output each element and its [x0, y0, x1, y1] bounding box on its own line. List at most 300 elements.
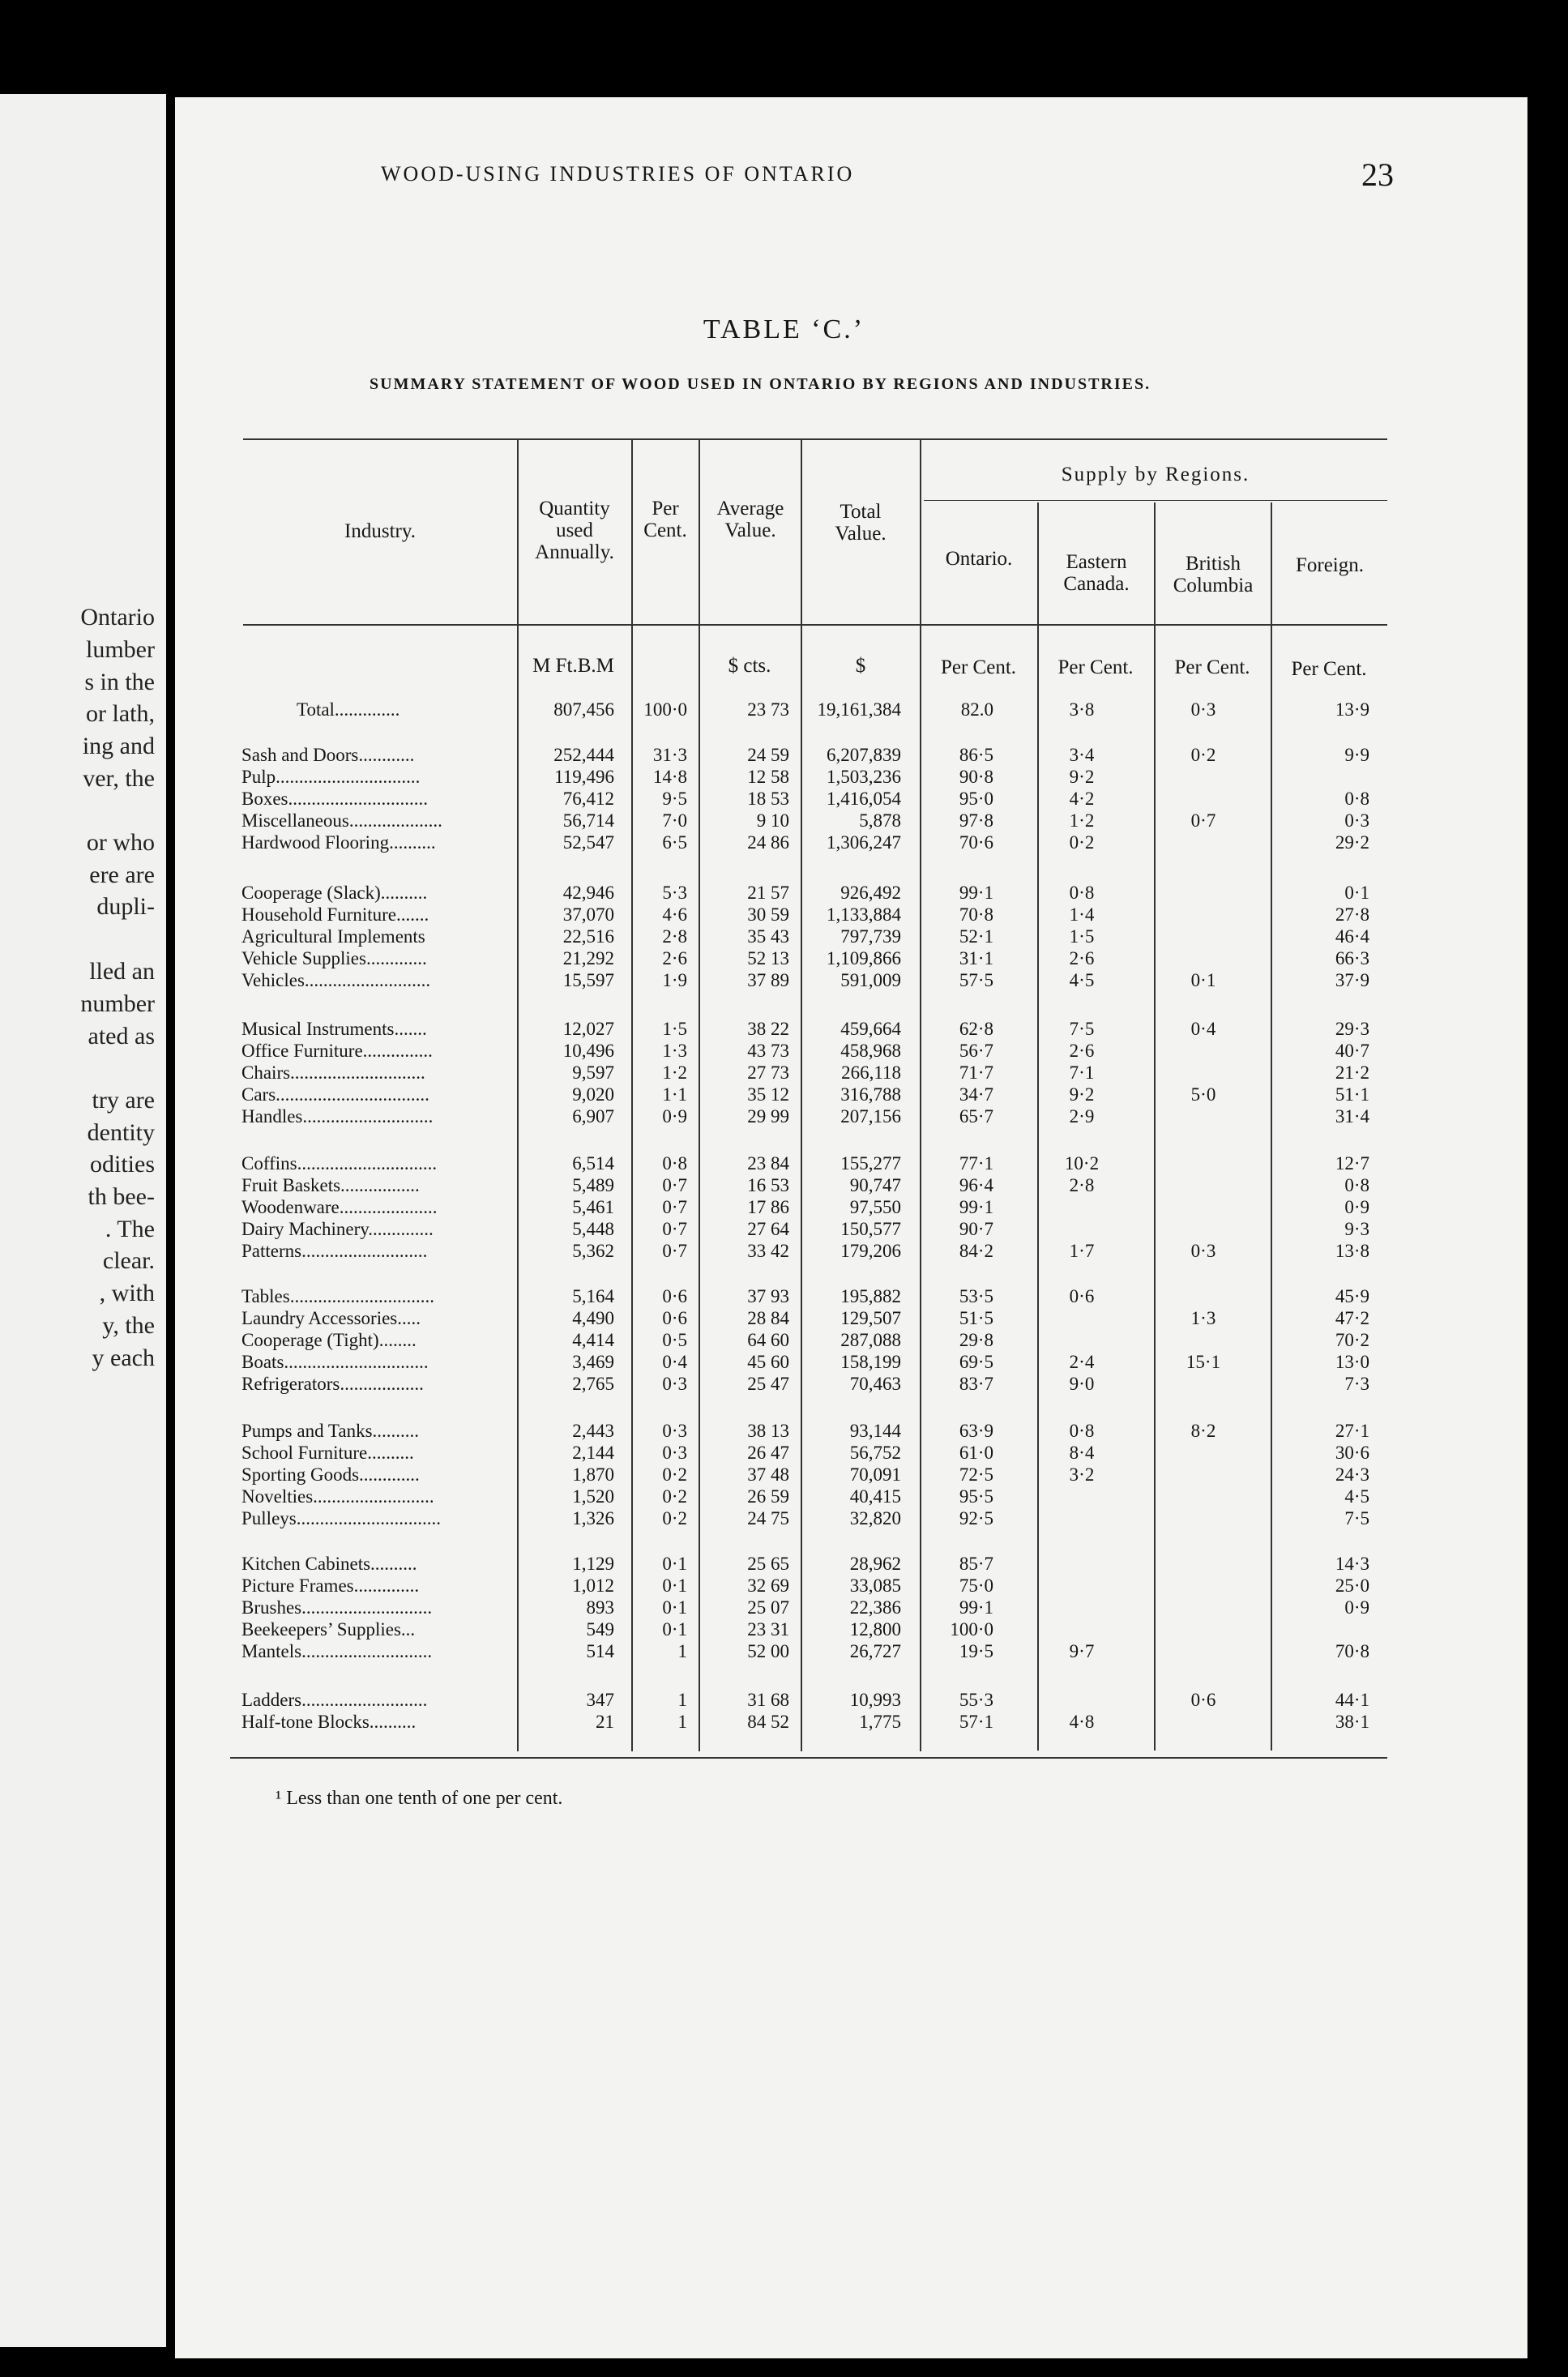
cell-per-cent: 5·3 [662, 883, 687, 903]
cell-industry: Cars................................. [241, 1084, 429, 1105]
footnote: ¹ Less than one tenth of one per cent. [276, 1788, 563, 1809]
cell-foreign: 51·1 [1335, 1084, 1369, 1105]
cell-ontario: 99·1 [959, 1197, 993, 1217]
cell-ontario: 92·5 [959, 1508, 993, 1528]
cell-total: 19,161,384 [817, 699, 901, 720]
margin-text-fragment: s in the [84, 669, 155, 695]
cell-foreign: 44·1 [1335, 1690, 1369, 1710]
table-row [0, 1486, 1568, 1508]
table-row [0, 1464, 1568, 1486]
cell-bc: 0·7 [1190, 810, 1216, 831]
table-row [0, 1040, 1568, 1062]
cell-average: 25 65 [747, 1554, 789, 1574]
cell-quantity: 4,414 [572, 1330, 614, 1350]
cell-per-cent: 0·1 [662, 1554, 687, 1574]
cell-foreign: 70·8 [1335, 1641, 1369, 1661]
cell-eastern: 1·5 [1069, 926, 1095, 947]
table-row [0, 926, 1568, 948]
cell-average: 16 53 [747, 1175, 789, 1195]
cell-foreign: 7·3 [1344, 1374, 1369, 1394]
cell-per-cent: 1 [677, 1712, 687, 1732]
cell-foreign: 29·3 [1335, 1019, 1369, 1039]
cell-total: 26,727 [849, 1641, 901, 1661]
cell-per-cent: 1·9 [662, 970, 687, 990]
cell-eastern: 9·0 [1069, 1374, 1095, 1394]
cell-eastern: 1·4 [1069, 904, 1095, 925]
cell-quantity: 5,461 [572, 1197, 614, 1217]
cell-per-cent: 1·1 [662, 1084, 687, 1105]
cell-industry: School Furniture.......... [241, 1443, 414, 1463]
cell-per-cent: 0·1 [662, 1619, 687, 1640]
cell-average: 43 73 [747, 1041, 789, 1061]
cell-foreign: 30·6 [1335, 1443, 1369, 1463]
cell-total: 266,118 [841, 1062, 901, 1083]
table-row [0, 1442, 1568, 1464]
cell-quantity: 1,012 [572, 1575, 614, 1596]
cell-ontario: 99·1 [959, 1597, 993, 1618]
table-row [0, 1174, 1568, 1197]
cell-per-cent: 0·1 [662, 1597, 687, 1618]
margin-text-fragment: try are [92, 1087, 155, 1114]
table-row [0, 1196, 1568, 1219]
cell-industry: Coffins.............................. [241, 1153, 438, 1174]
cell-ontario: 51·5 [959, 1308, 993, 1328]
unit-eastern-canada: Per Cent. [1057, 656, 1134, 678]
cell-per-cent: 6·5 [662, 832, 687, 853]
cell-ontario: 84·2 [959, 1241, 993, 1261]
cell-quantity: 6,907 [572, 1106, 614, 1127]
cell-ontario: 95·0 [959, 789, 993, 809]
cell-average: 33 42 [747, 1241, 789, 1261]
cell-average: 84 52 [747, 1712, 789, 1732]
table-row [0, 810, 1568, 832]
cell-industry: Office Furniture............... [241, 1041, 433, 1061]
cell-per-cent: 2·6 [662, 948, 687, 968]
cell-quantity: 893 [586, 1597, 614, 1618]
table-row [0, 1597, 1568, 1619]
cell-eastern: 3·8 [1069, 699, 1095, 720]
table-row [0, 832, 1568, 854]
cell-average: 37 89 [747, 970, 789, 990]
cell-per-cent: 1 [677, 1641, 687, 1661]
cell-eastern: 0·6 [1069, 1286, 1095, 1306]
page-number: 23 [1361, 156, 1394, 193]
cell-industry: Boats............................... [241, 1352, 429, 1372]
cell-eastern: 1·2 [1069, 810, 1095, 831]
cell-total: 1,306,247 [827, 832, 901, 853]
cell-per-cent: 0·2 [662, 1508, 687, 1528]
cell-average: 24 86 [747, 832, 789, 853]
header-supply-by-regions: Supply by Regions. [1061, 464, 1250, 485]
cell-average: 31 68 [747, 1690, 789, 1710]
cell-foreign: 14·3 [1335, 1554, 1369, 1574]
cell-total: 90,747 [849, 1175, 901, 1195]
cell-average: 17 86 [747, 1197, 789, 1217]
table-subtitle: SUMMARY STATEMENT OF WOOD USED IN ONTARIO BY REGIONS AND INDUSTRIES. [370, 375, 1151, 393]
cell-ontario: 99·1 [959, 883, 993, 903]
cell-quantity: 4,490 [572, 1308, 614, 1328]
cell-total: 32,820 [849, 1508, 901, 1528]
cell-quantity: 37,070 [562, 904, 614, 925]
cell-foreign: 21·2 [1335, 1062, 1369, 1083]
table-bottom-rule [230, 1757, 1387, 1759]
cell-average: 27 64 [747, 1219, 789, 1239]
margin-text-fragment: odities [90, 1151, 155, 1178]
cell-quantity: 347 [586, 1690, 614, 1710]
cell-quantity: 22,516 [562, 926, 614, 947]
cell-eastern: 9·2 [1069, 767, 1095, 787]
cell-quantity: 9,597 [572, 1062, 614, 1083]
table-row [0, 1062, 1568, 1084]
cell-per-cent: 1 [677, 1690, 687, 1710]
cell-eastern: 2·8 [1069, 1175, 1095, 1195]
cell-average: 45 60 [747, 1352, 789, 1372]
cell-foreign: 0·1 [1344, 883, 1369, 903]
cell-quantity: 52,547 [562, 832, 614, 853]
cell-total: 179,206 [840, 1241, 901, 1261]
cell-quantity: 1,520 [572, 1486, 614, 1507]
table-row [0, 1618, 1568, 1641]
header-average-value: Average Value. [716, 498, 784, 541]
cell-industry: Hardwood Flooring.......... [241, 832, 436, 853]
margin-text-fragment: y each [92, 1345, 155, 1371]
margin-text-fragment: clear. [102, 1247, 155, 1274]
margin-text-fragment: lumber [86, 636, 155, 663]
cell-quantity: 514 [586, 1641, 614, 1661]
cell-total: 207,156 [840, 1106, 901, 1127]
cell-per-cent: 0·2 [662, 1486, 687, 1507]
cell-foreign: 0·8 [1344, 789, 1369, 809]
cell-eastern: 0·2 [1069, 832, 1095, 853]
margin-text-fragment: or lath, [86, 700, 155, 727]
cell-ontario: 97·8 [959, 810, 993, 831]
cell-quantity: 5,164 [572, 1286, 614, 1306]
cell-bc: 0·4 [1190, 1019, 1216, 1039]
cell-ontario: 69·5 [959, 1352, 993, 1372]
cell-quantity: 2,144 [572, 1443, 614, 1463]
cell-industry: Vehicle Supplies............. [241, 948, 427, 968]
cell-average: 52 00 [747, 1641, 789, 1661]
cell-total: 28,962 [849, 1554, 901, 1574]
table-row [0, 904, 1568, 926]
cell-total: 797,739 [840, 926, 901, 947]
cell-per-cent: 0·4 [662, 1352, 687, 1372]
cell-eastern: 2·4 [1069, 1352, 1095, 1372]
table-row [0, 947, 1568, 970]
cell-quantity: 10,496 [562, 1041, 614, 1061]
cell-eastern: 7·1 [1069, 1062, 1095, 1083]
cell-eastern: 4·2 [1069, 789, 1095, 809]
cell-industry: Cooperage (Slack).......... [241, 883, 428, 903]
cell-eastern: 2·6 [1069, 1041, 1095, 1061]
cell-total: 5,878 [859, 810, 901, 831]
cell-eastern: 3·4 [1069, 745, 1095, 765]
table-row [0, 1285, 1568, 1308]
cell-ontario: 70·6 [959, 832, 993, 853]
cell-average: 27 73 [747, 1062, 789, 1083]
cell-ontario: 70·8 [959, 904, 993, 925]
header-british-columbia: British Columbia [1173, 553, 1254, 596]
cell-total: 33,085 [849, 1575, 901, 1596]
cell-average: 23 84 [747, 1153, 789, 1174]
table-row [0, 1420, 1568, 1443]
cell-foreign: 40·7 [1335, 1041, 1369, 1061]
cell-total: 316,788 [840, 1084, 901, 1105]
cell-quantity: 252,444 [553, 745, 614, 765]
unit-ontario: Per Cent. [940, 656, 1017, 678]
table-row [0, 1152, 1568, 1175]
cell-average: 24 75 [747, 1508, 789, 1528]
cell-foreign: 0·3 [1344, 810, 1369, 831]
header-total-value: Total Value. [835, 501, 887, 545]
cell-ontario: 83·7 [959, 1374, 993, 1394]
cell-per-cent: 0·3 [662, 1374, 687, 1394]
cell-industry: Brushes............................ [241, 1597, 433, 1618]
cell-industry: Pulp............................... [241, 767, 421, 787]
cell-eastern: 0·8 [1069, 1421, 1095, 1441]
cell-foreign: 13·8 [1335, 1241, 1369, 1261]
cell-total: 155,277 [840, 1153, 901, 1174]
table-row [0, 1553, 1568, 1575]
cell-ontario: 34·7 [959, 1084, 993, 1105]
cell-bc: 0·3 [1190, 699, 1216, 720]
header-bottom-rule [243, 624, 1387, 626]
margin-text-fragment: or who [86, 829, 155, 856]
cell-total: 287,088 [840, 1330, 901, 1350]
cell-average: 18 53 [747, 789, 789, 809]
margin-text-fragment: Ontario [80, 604, 155, 631]
cell-quantity: 9,020 [572, 1084, 614, 1105]
cell-average: 26 47 [747, 1443, 789, 1463]
cell-per-cent: 7·0 [662, 810, 687, 831]
cell-per-cent: 31·3 [652, 745, 687, 765]
cell-foreign: 31·4 [1335, 1106, 1369, 1127]
cell-total: 12,800 [849, 1619, 901, 1640]
cell-foreign: 24·3 [1335, 1464, 1369, 1485]
cell-total: 1,109,866 [827, 948, 901, 968]
cell-average: 21 57 [747, 883, 789, 903]
cell-industry: Patterns........................... [241, 1241, 428, 1261]
cell-total: 93,144 [849, 1421, 901, 1441]
cell-foreign: 46·4 [1335, 926, 1369, 947]
cell-per-cent: 1·3 [662, 1041, 687, 1061]
cell-average: 30 59 [747, 904, 789, 925]
margin-text-fragment: ated as [88, 1023, 155, 1050]
unit-total-value: $ [855, 655, 866, 677]
cell-total: 158,199 [840, 1352, 901, 1372]
cell-per-cent: 0·7 [662, 1175, 687, 1195]
cell-foreign: 25·0 [1335, 1575, 1369, 1596]
cell-quantity: 6,514 [572, 1153, 614, 1174]
table-row [0, 1575, 1568, 1597]
cell-ontario: 71·7 [959, 1062, 993, 1083]
table-row [0, 1689, 1568, 1712]
margin-text-fragment: dupli- [96, 893, 155, 920]
cell-industry: Novelties.......................... [241, 1486, 434, 1507]
cell-foreign: 12·7 [1335, 1153, 1369, 1174]
cell-industry: Tables............................... [241, 1286, 434, 1306]
cell-ontario: 57·5 [959, 970, 993, 990]
cell-eastern: 10·2 [1064, 1153, 1100, 1174]
cell-quantity: 21 [596, 1712, 614, 1732]
cell-bc: 1·3 [1190, 1308, 1216, 1328]
cell-total: 10,993 [849, 1690, 901, 1710]
header-industry: Industry. [344, 520, 416, 542]
margin-text-fragment: number [80, 990, 155, 1017]
cell-quantity: 21,292 [562, 948, 614, 968]
cell-quantity: 2,765 [572, 1374, 614, 1394]
cell-bc: 0·3 [1190, 1241, 1216, 1261]
cell-eastern: 0·8 [1069, 883, 1095, 903]
cell-ontario: 53·5 [959, 1286, 993, 1306]
margin-text-fragment: y, the [102, 1312, 155, 1339]
cell-per-cent: 0·7 [662, 1197, 687, 1217]
margin-text-fragment: dentity [87, 1119, 155, 1146]
cell-average: 38 22 [747, 1019, 789, 1039]
cell-industry: Total.............. [297, 699, 400, 720]
cell-quantity: 76,412 [562, 789, 614, 809]
cell-ontario: 95·5 [959, 1486, 993, 1507]
cell-foreign: 27·1 [1335, 1421, 1369, 1441]
cell-foreign: 70·2 [1335, 1330, 1369, 1350]
cell-ontario: 63·9 [959, 1421, 993, 1441]
cell-average: 29 99 [747, 1106, 789, 1127]
margin-text-fragment: lled an [89, 958, 155, 985]
cell-per-cent: 1·5 [662, 1019, 687, 1039]
header-per-cent: Per Cent. [643, 498, 687, 541]
cell-per-cent: 0·3 [662, 1443, 687, 1463]
table-row [0, 1018, 1568, 1041]
cell-quantity: 12,027 [562, 1019, 614, 1039]
cell-total: 97,550 [849, 1197, 901, 1217]
cell-total: 1,503,236 [827, 767, 901, 787]
cell-ontario: 65·7 [959, 1106, 993, 1127]
cell-industry: Sash and Doors............ [241, 745, 415, 765]
cell-quantity: 56,714 [562, 810, 614, 831]
cell-per-cent: 9·5 [662, 789, 687, 809]
cell-industry: Pulleys............................... [241, 1508, 441, 1528]
cell-total: 1,775 [859, 1712, 901, 1732]
table-row [0, 766, 1568, 789]
cell-ontario: 55·3 [959, 1690, 993, 1710]
running-head: WOOD-USING INDUSTRIES OF ONTARIO [381, 162, 855, 186]
cell-industry: Woodenware..................... [241, 1197, 438, 1217]
cell-per-cent: 0·6 [662, 1286, 687, 1306]
table-row [0, 1218, 1568, 1241]
cell-per-cent: 1·2 [662, 1062, 687, 1083]
margin-text-fragment: . The [105, 1216, 155, 1242]
cell-per-cent: 0·9 [662, 1106, 687, 1127]
cell-industry: Miscellaneous.................... [241, 810, 442, 831]
cell-ontario: 100·0 [950, 1619, 993, 1640]
cell-eastern: 7·5 [1069, 1019, 1095, 1039]
margin-text-fragment: ere are [89, 861, 155, 888]
cell-total: 150,577 [840, 1219, 901, 1239]
cell-average: 24 59 [747, 745, 789, 765]
cell-per-cent: 0·7 [662, 1241, 687, 1261]
unit-quantity: M Ft.B.M [532, 655, 614, 677]
unit-foreign: Per Cent. [1291, 658, 1367, 680]
cell-eastern: 9·2 [1069, 1084, 1095, 1105]
cell-industry: Musical Instruments....... [241, 1019, 427, 1039]
cell-quantity: 1,129 [572, 1554, 614, 1574]
cell-quantity: 42,946 [562, 883, 614, 903]
cell-average: 25 07 [747, 1597, 789, 1618]
cell-industry: Agricultural Implements [241, 926, 425, 947]
cell-industry: Boxes.............................. [241, 789, 428, 809]
cell-quantity: 807,456 [553, 699, 614, 720]
cell-foreign: 13·9 [1335, 699, 1369, 720]
table-row [0, 788, 1568, 810]
cell-foreign: 4·5 [1344, 1486, 1369, 1507]
cell-average: 37 93 [747, 1286, 789, 1306]
table-row [0, 1507, 1568, 1530]
cell-industry: Mantels............................ [241, 1641, 433, 1661]
cell-average: 26 59 [747, 1486, 789, 1507]
cell-total: 22,386 [849, 1597, 901, 1618]
cell-ontario: 19·5 [959, 1641, 993, 1661]
table-top-rule [243, 438, 1387, 440]
cell-industry: Handles............................ [241, 1106, 434, 1127]
cell-quantity: 5,362 [572, 1241, 614, 1261]
table-row [0, 1351, 1568, 1374]
cell-industry: Kitchen Cabinets.......... [241, 1554, 417, 1574]
cell-foreign: 9·3 [1344, 1219, 1369, 1239]
cell-ontario: 96·4 [959, 1175, 993, 1195]
cell-industry: Ladders........................... [241, 1690, 428, 1710]
table-title: TABLE ‘C.’ [703, 314, 865, 344]
cell-quantity: 3,469 [572, 1352, 614, 1372]
cell-average: 12 58 [747, 767, 789, 787]
cell-bc: 0·6 [1190, 1690, 1216, 1710]
table-row [0, 1307, 1568, 1330]
total-row [0, 699, 1568, 721]
header-eastern-canada: Eastern Canada. [1063, 551, 1130, 595]
cell-average: 35 12 [747, 1084, 789, 1105]
cell-eastern: 4·5 [1069, 970, 1095, 990]
cell-quantity: 1,326 [572, 1508, 614, 1528]
cell-ontario: 85·7 [959, 1554, 993, 1574]
cell-average: 32 69 [747, 1575, 789, 1596]
cell-ontario: 62·8 [959, 1019, 993, 1039]
cell-per-cent: 0·8 [662, 1153, 687, 1174]
cell-quantity: 549 [586, 1619, 614, 1640]
cell-foreign: 9·9 [1344, 745, 1369, 765]
cell-average: 23 31 [747, 1619, 789, 1640]
cell-total: 70,091 [849, 1464, 901, 1485]
cell-foreign: 27·8 [1335, 904, 1369, 925]
cell-average: 23 73 [747, 699, 789, 720]
cell-ontario: 61·0 [959, 1443, 993, 1463]
table-row [0, 882, 1568, 904]
cell-ontario: 57·1 [959, 1712, 993, 1732]
cell-average: 52 13 [747, 948, 789, 968]
cell-eastern: 4·8 [1069, 1712, 1095, 1732]
cell-per-cent: 0·6 [662, 1308, 687, 1328]
cell-total: 129,507 [840, 1308, 901, 1328]
cell-industry: Beekeepers’ Supplies... [241, 1619, 416, 1640]
cell-bc: 0·1 [1190, 970, 1216, 990]
cell-eastern: 9·7 [1069, 1641, 1095, 1661]
cell-industry: Chairs............................. [241, 1062, 425, 1083]
cell-ontario: 77·1 [959, 1153, 993, 1174]
cell-bc: 15·1 [1186, 1352, 1221, 1372]
margin-text-fragment: , with [99, 1280, 155, 1306]
cell-foreign: 45·9 [1335, 1286, 1369, 1306]
unit-average-value: $ cts. [728, 655, 771, 677]
cell-total: 458,968 [840, 1041, 901, 1061]
header-quantity: Quantity used Annually. [535, 498, 614, 563]
